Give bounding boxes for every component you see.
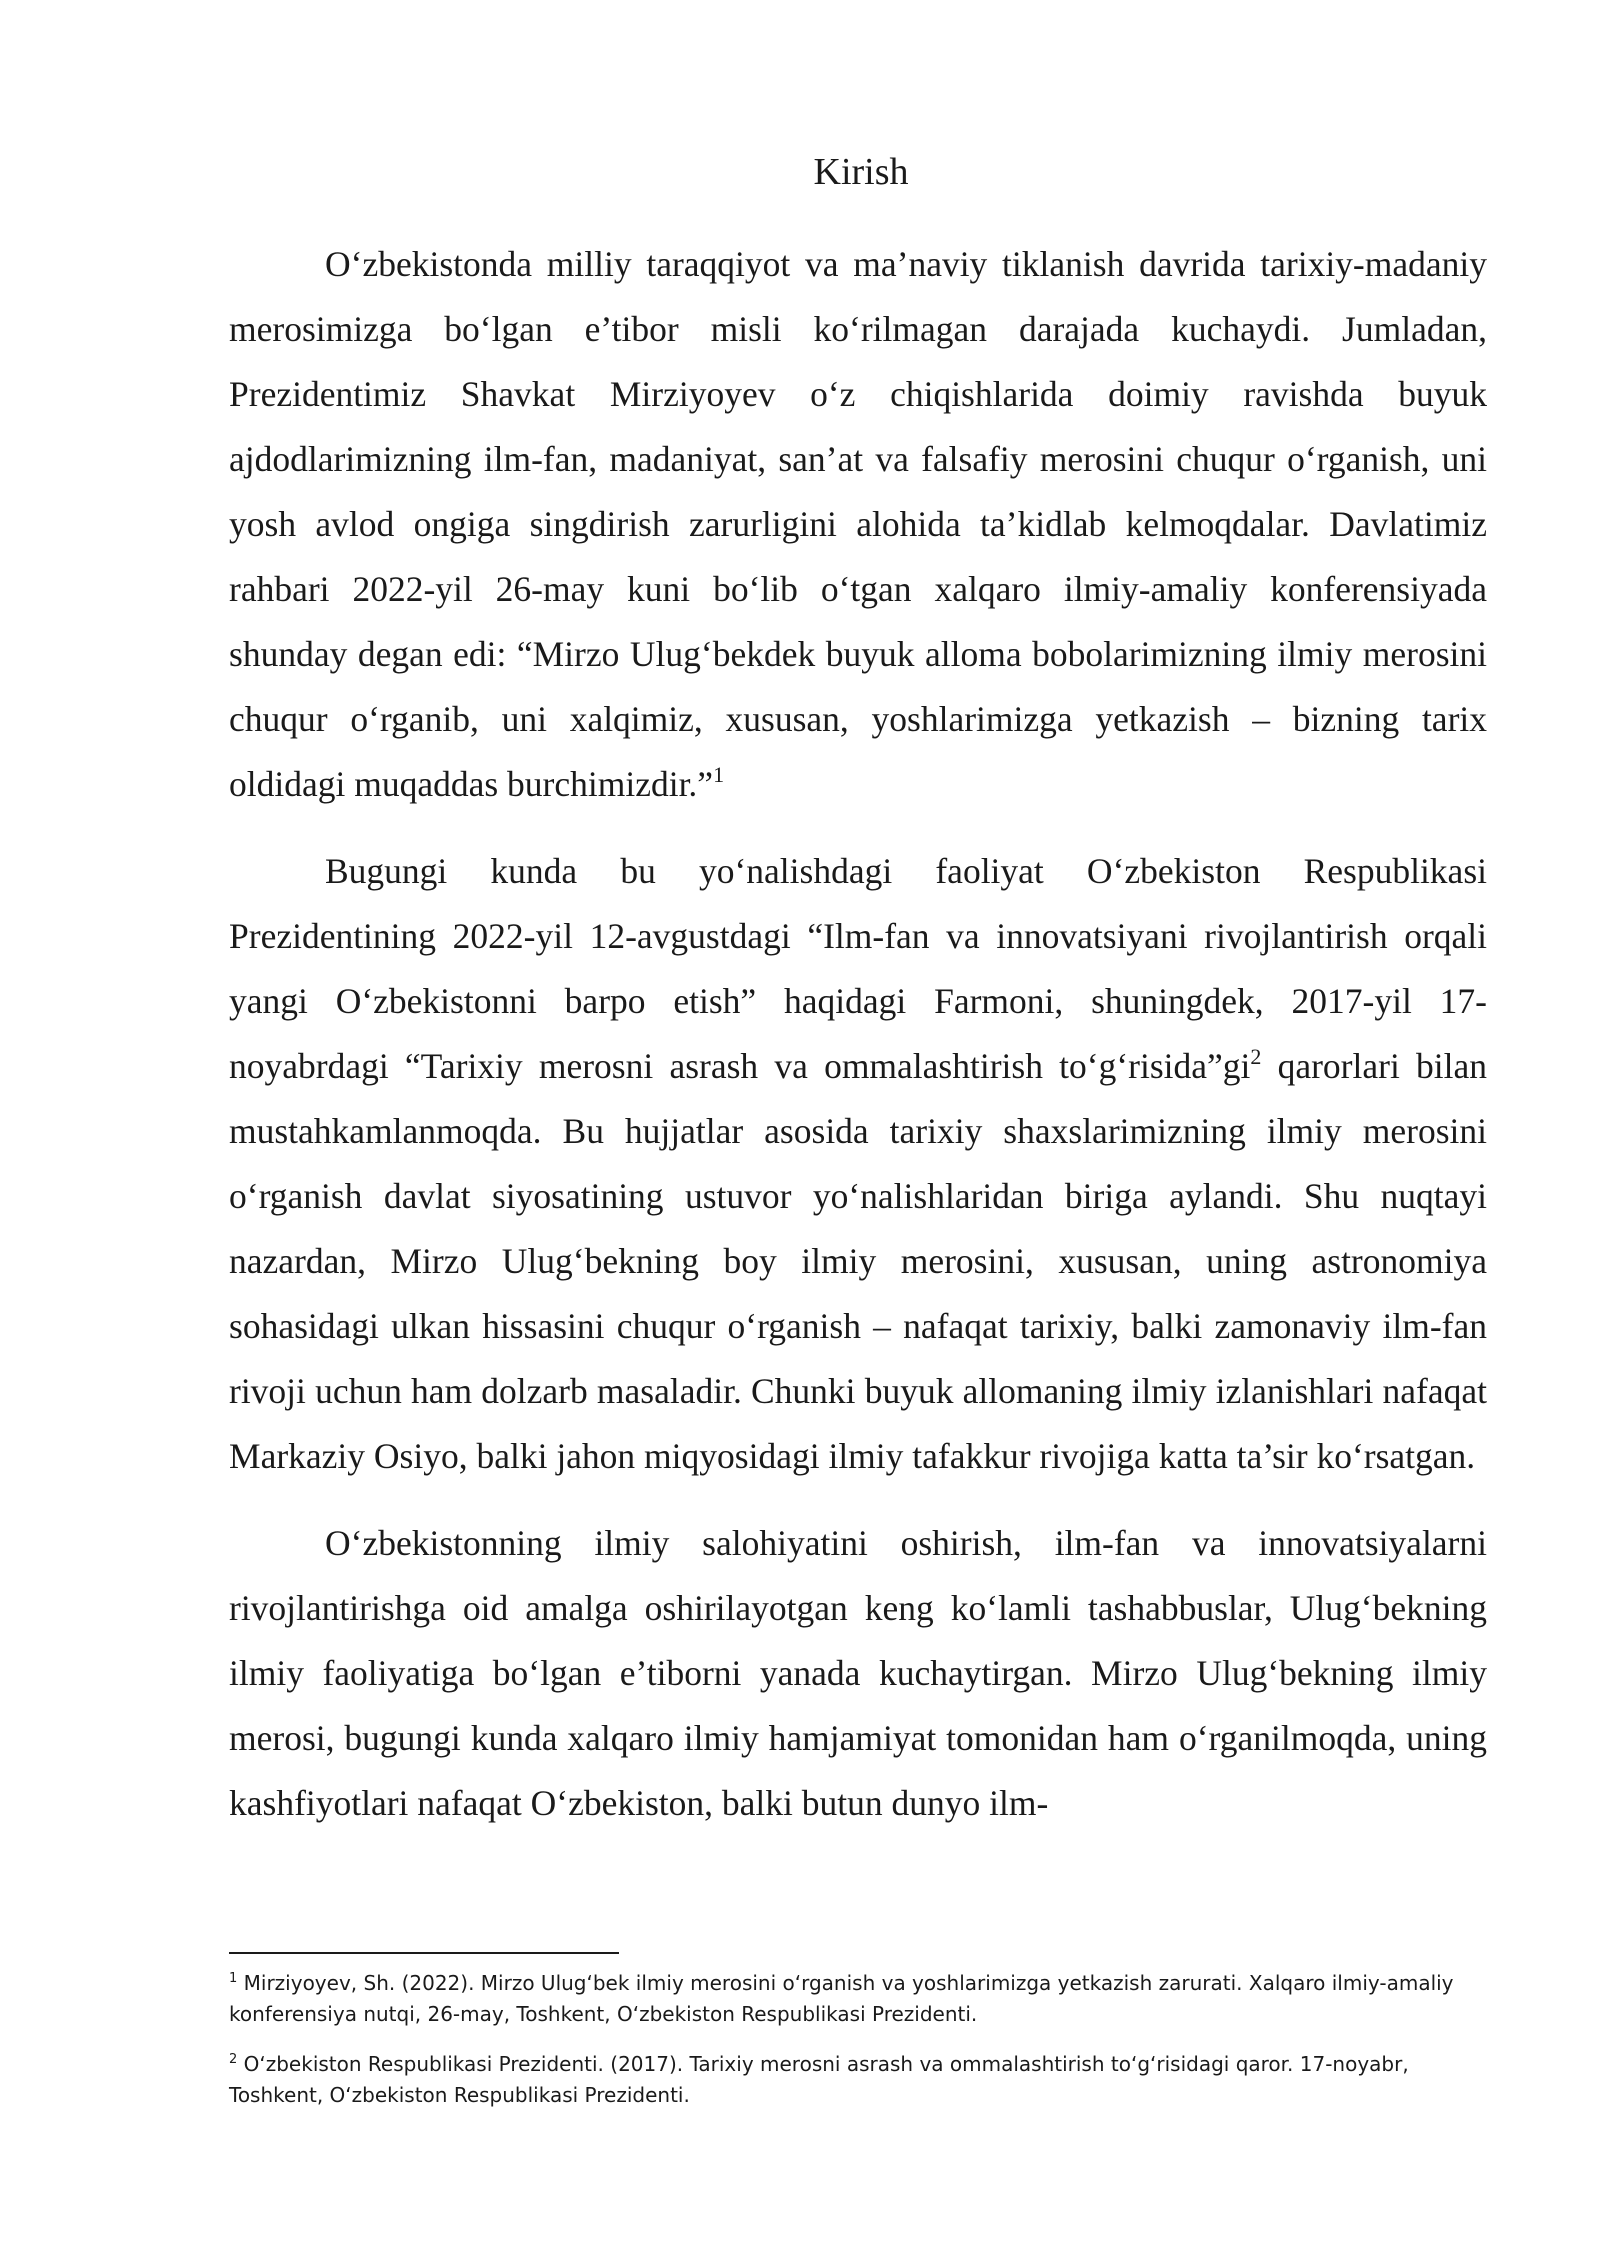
footnote-1 [229, 1968, 1487, 2030]
footnote-ref-1[interactable]: 1 [713, 762, 725, 787]
footnote-ref-2[interactable]: 2 [1250, 1044, 1262, 1069]
footnote-2-text: O‘zbekiston Respublikasi Prezidenti. (2017). Tarixiy merosni asrash va ommalashtirish to‘g‘risidagi qaror. 17-noyabr, Toshkent, O‘zbekiston Respublikasi Prezidenti. [229, 2052, 1409, 2107]
page-title: Kirish [813, 151, 909, 193]
paragraph-1 [229, 232, 1487, 817]
footnote-2 [229, 2049, 1487, 2111]
body-text [229, 232, 1487, 1836]
paragraph-3 [229, 1511, 1487, 1836]
paragraph-2-text-part-b: qarorlari bilan mustahkamlanmoqda. Bu hujjatlar asosida tarixiy shaxslarimizning ilmiy merosini o‘rganish davlat siyosatining ustuvor yo‘nalishlaridan biriga aylandi. Shu nuqtayi nazardan, Mirzo Ulug‘bekning boy ilmiy merosini, xususan, uning astronomiya sohasidagi ulkan hissasini chuqur o‘rganish – nafaqat tarixiy, balki zamonaviy ilm-fan rivoji uchun ham dolzarb masaladir. Chunki buyuk allomaning ilmiy izlanishlari nafaqat Markaziy Osiyo, balki jahon miqyosidagi ilmiy tafakkur rivojiga katta ta’sir ko‘rsatgan. [229, 1046, 1487, 1476]
footnote-separator [229, 1952, 619, 1954]
footnote-1-number: 1 [229, 1971, 238, 1986]
footnote-2-number: 2 [229, 2052, 238, 2067]
paragraph-2-text-part-a: Bugungi kunda bu yo‘nalishdagi faoliyat O‘zbekiston Respublikasi Prezidentining 2022-yil 12-avgustdagi “Ilm-fan va innovatsiyani rivojlantirish orqali yangi O‘zbekistonni barpo etish” haqidagi Farmoni, shuningdek, 2017-yil 17-noyabrdagi “Tarixiy merosni asrash va ommalashtirish to‘g‘risida”gi [229, 851, 1487, 1086]
paragraph-3-text: O‘zbekistonning ilmiy salohiyatini oshirish, ilm-fan va innovatsiyalarni rivojlantirishga oid amalga oshirilayotgan keng ko‘lamli tashabbuslar, Ulug‘bekning ilmiy faoliyatiga bo‘lgan e’tiborni yanada kuchaytirgan. Mirzo Ulug‘bekning ilmiy merosi, bugungi kunda xalqaro ilmiy hamjamiyat tomonidan ham o‘rganilmoqda, uning kashfiyotlari nafaqat O‘zbekiston, balki butun dunyo ilm- [229, 1523, 1487, 1823]
paragraph-1-text: O‘zbekistonda milliy taraqqiyot va ma’naviy tiklanish davrida tarixiy-madaniy merosimizga bo‘lgan e’tibor misli ko‘rilmagan darajada kuchaydi. Jumladan, Prezidentimiz Shavkat Mirziyoyev o‘z chiqishlarida doimiy ravishda buyuk ajdodlarimizning ilm-fan, madaniyat, san’at va falsafiy merosini chuqur o‘rganish, uni yosh avlod ongiga singdirish zarurligini alohida ta’kidlab kelmoqdalar. Davlatimiz rahbari 2022-yil 26-may kuni bo‘lib o‘tgan xalqaro ilmiy-amaliy konferensiyada shunday degan edi: “Mirzo Ulug‘bekdek buyuk alloma bobolarimizning ilmiy merosini chuqur o‘rganib, uni xalqimiz, xususan, yoshlarimizga yetkazish – bizning tarix oldidagi muqaddas burchimizdir.” [229, 244, 1487, 804]
footnote-1-text: Mirziyoyev, Sh. (2022). Mirzo Ulug‘bek ilmiy merosini o‘rganish va yoshlarimizga yetkazish zarurati. Xalqaro ilmiy-amaliy konferensiya nutqi, 26-may, Toshkent, O‘zbekiston Respublikasi Prezidenti. [229, 1971, 1454, 2026]
paragraph-2 [229, 839, 1487, 1489]
footnotes [229, 1968, 1487, 2111]
